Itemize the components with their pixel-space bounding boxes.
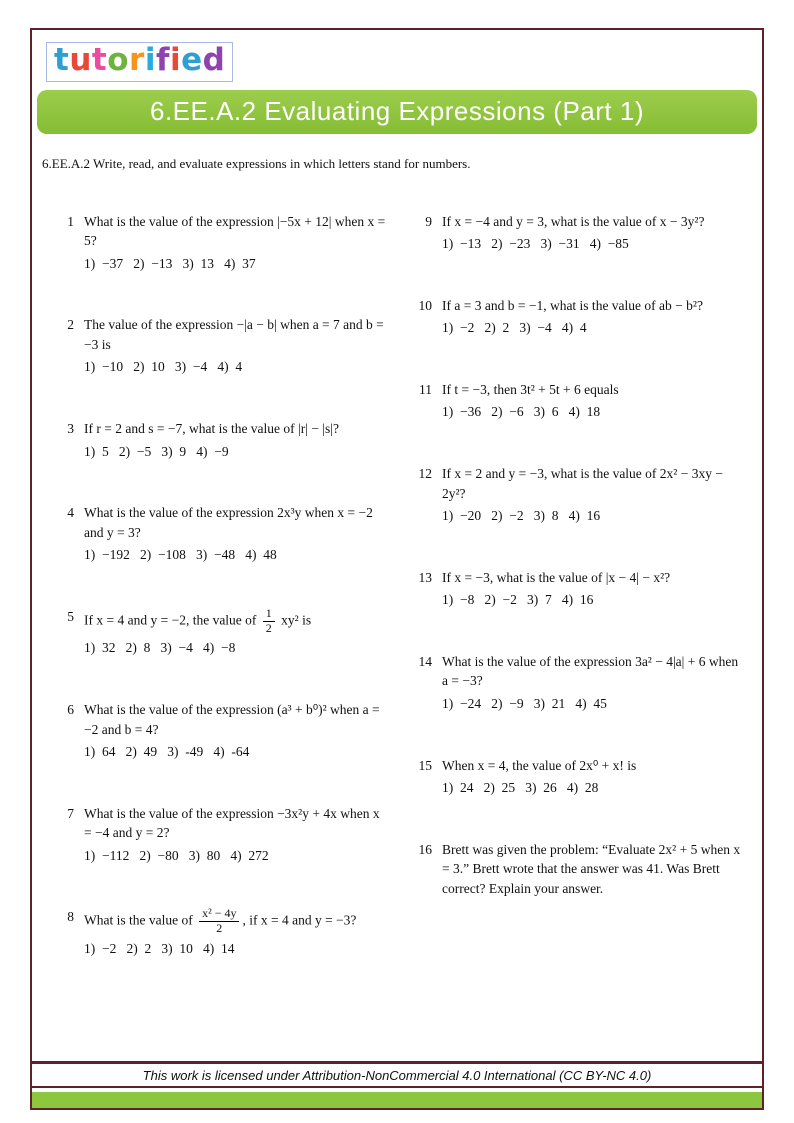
fraction xyxy=(199,907,239,936)
question-14 xyxy=(412,652,744,714)
questions-left-column xyxy=(54,212,386,1061)
question-number: 13 xyxy=(418,569,432,585)
question-text: What is the value of the expression (a³ + b⁰)² when a = −2 and b = 4? xyxy=(84,701,380,737)
question-choices: 1) −112 2) −80 3) 80 4) 272 xyxy=(84,847,269,863)
question-choices: 1) −8 2) −2 3) 7 4) 16 xyxy=(442,592,594,608)
question-text: If x = −4 and y = 3, what is the value of x − 3y²? xyxy=(442,213,705,229)
question-body xyxy=(84,700,386,762)
question-2 xyxy=(54,315,386,377)
question-8 xyxy=(54,907,386,958)
question-text-post: , if x = 4 and y = −3? xyxy=(242,912,357,928)
question-choices: 1) −10 2) 10 3) −4 4) 4 xyxy=(84,359,243,375)
question-5 xyxy=(54,607,386,658)
question-choices: 1) 24 2) 25 3) 26 4) 28 xyxy=(442,780,599,796)
fraction-numerator: 1 xyxy=(263,607,275,622)
question-choices: 1) −24 2) −9 3) 21 4) 45 xyxy=(442,695,607,711)
question-10 xyxy=(412,296,744,338)
logo-text: tutorified xyxy=(46,42,233,82)
question-body xyxy=(442,296,744,338)
question-body xyxy=(442,464,744,526)
question-text xyxy=(84,907,386,936)
question-body xyxy=(442,756,744,798)
fraction-denominator: 2 xyxy=(265,620,272,635)
fraction-numerator: x² − 4y xyxy=(199,907,239,922)
question-text: Brett was given the problem: “Evaluate 2x² + 5 when x = 3.” Brett wrote that the answer was 41. Was Brett correct? Explain your answer. xyxy=(442,841,741,896)
question-number: 5 xyxy=(67,608,74,624)
question-16 xyxy=(412,840,744,899)
question-number: 14 xyxy=(418,653,432,669)
question-body xyxy=(442,652,744,714)
question-body xyxy=(84,607,386,658)
question-number: 8 xyxy=(67,909,74,925)
question-text: If t = −3, then 3t² + 5t + 6 equals xyxy=(442,381,619,397)
standard-description: 6.EE.A.2 Write, read, and evaluate expressions in which letters stand for numbers. xyxy=(42,155,471,171)
logo-row xyxy=(32,30,762,82)
question-text: When x = 4, the value of 2x⁰ + x! is xyxy=(442,757,637,773)
question-4 xyxy=(54,503,386,565)
question-choices: 1) −13 2) −23 3) −31 4) −85 xyxy=(442,236,629,252)
question-1 xyxy=(54,212,386,274)
question-text: What is the value of the expression −3x²y + 4x when x = −4 and y = 2? xyxy=(84,805,380,841)
question-text: What is the value of the expression 3a² − 4|a| + 6 when a = −3? xyxy=(442,653,739,689)
question-choices: 1) −20 2) −2 3) 8 4) 16 xyxy=(442,508,601,524)
question-text: If x = 2 and y = −3, what is the value of 2x² − 3xy − 2y²? xyxy=(442,466,723,501)
question-body xyxy=(442,840,744,899)
question-text-pre: What is the value of xyxy=(84,912,197,928)
question-body xyxy=(442,212,744,254)
question-11 xyxy=(412,380,744,422)
question-choices: 1) −2 2) 2 3) 10 4) 14 xyxy=(84,940,235,956)
question-choices: 1) −2 2) 2 3) −4 4) 4 xyxy=(442,320,587,336)
question-number: 1 xyxy=(67,213,74,229)
question-text: What is the value of the expression 2x³y when x = −2 and y = 3? xyxy=(84,505,373,540)
question-choices: 1) 32 2) 8 3) −4 4) −8 xyxy=(84,640,236,656)
question-text: The value of the expression −|a − b| when a = 7 and b = −3 is xyxy=(84,317,384,352)
question-3 xyxy=(54,419,386,461)
question-15 xyxy=(412,756,744,798)
question-choices: 1) −192 2) −108 3) −48 4) 48 xyxy=(84,547,277,563)
question-choices: 1) 64 2) 49 3) -49 4) -64 xyxy=(84,744,250,760)
questions-right-column xyxy=(412,212,744,1061)
question-text-post: xy² is xyxy=(277,612,312,628)
question-body xyxy=(84,907,386,958)
question-body xyxy=(442,568,744,610)
page-title: 6.EE.A.2 Evaluating Expressions (Part 1) xyxy=(149,96,644,127)
question-number: 15 xyxy=(418,757,432,773)
question-body xyxy=(84,419,386,461)
question-text: If x = −3, what is the value of |x − 4| − x²? xyxy=(442,569,671,585)
question-text-pre: If x = 4 and y = −2, the value of xyxy=(84,612,260,628)
worksheet-page xyxy=(30,28,764,1110)
question-choices: 1) −37 2) −13 3) 13 4) 37 xyxy=(84,255,256,271)
license-text: This work is licensed under Attribution-NonCommercial 4.0 International (CC BY-NC 4.0) xyxy=(142,1068,652,1083)
question-number: 9 xyxy=(425,213,432,229)
question-number: 16 xyxy=(418,841,432,857)
question-body xyxy=(84,315,386,377)
footer-green-bar xyxy=(32,1092,762,1108)
question-body xyxy=(84,503,386,565)
footer xyxy=(32,1061,762,1108)
question-number: 10 xyxy=(418,297,432,313)
question-text xyxy=(84,607,386,636)
question-7 xyxy=(54,804,386,866)
fraction-denominator: 2 xyxy=(216,921,223,936)
footer-bottom-rule xyxy=(32,1086,762,1088)
question-number: 7 xyxy=(67,805,74,821)
question-number: 4 xyxy=(67,505,74,521)
question-body xyxy=(84,212,386,274)
fraction xyxy=(263,607,275,636)
question-choices: 1) 5 2) −5 3) 9 4) −9 xyxy=(84,443,229,459)
question-12 xyxy=(412,464,744,526)
question-number: 6 xyxy=(67,701,74,717)
question-body xyxy=(442,380,744,422)
questions-area xyxy=(32,172,762,1061)
question-text: If a = 3 and b = −1, what is the value of ab − b²? xyxy=(442,297,703,313)
question-number: 2 xyxy=(67,317,74,333)
question-text: What is the value of the expression |−5x + 12| when x = 5? xyxy=(84,213,386,249)
question-6 xyxy=(54,700,386,762)
question-number: 11 xyxy=(419,381,432,397)
question-number: 12 xyxy=(418,466,432,482)
question-text: If r = 2 and s = −7, what is the value of |r| − |s|? xyxy=(84,421,339,437)
question-number: 3 xyxy=(67,421,74,437)
title-banner xyxy=(37,90,757,134)
question-body xyxy=(84,804,386,866)
question-9 xyxy=(412,212,744,254)
question-13 xyxy=(412,568,744,610)
question-choices: 1) −36 2) −6 3) 6 4) 18 xyxy=(442,404,601,420)
